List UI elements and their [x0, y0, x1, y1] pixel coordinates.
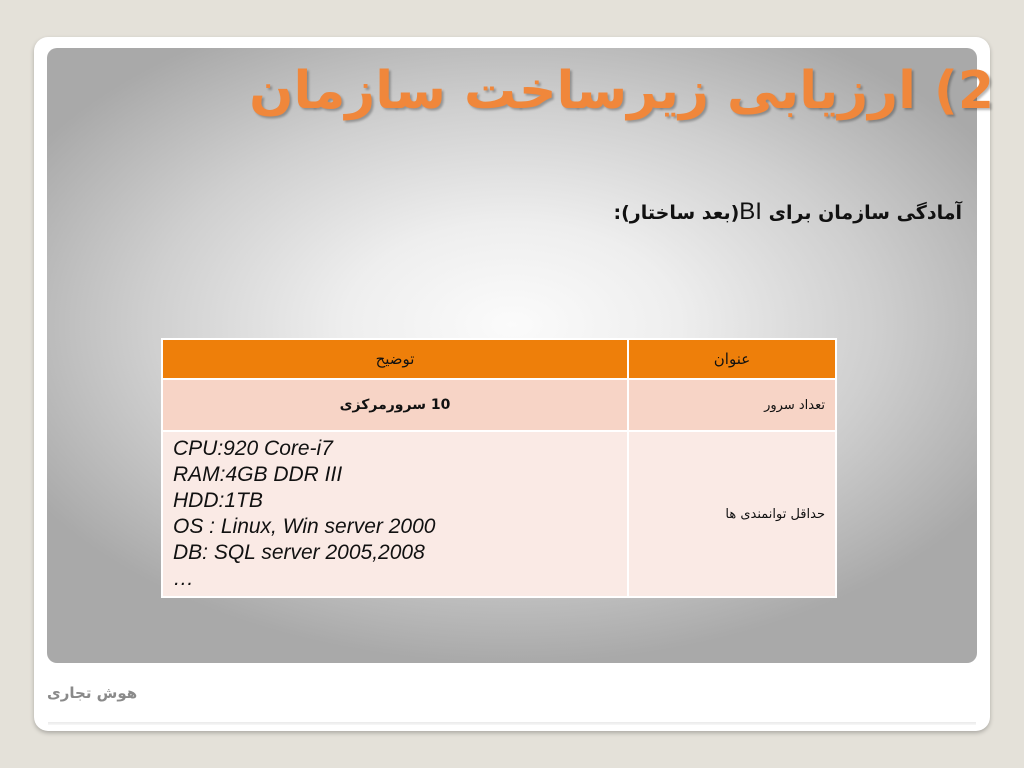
header-title: عنوان [628, 339, 836, 379]
subtitle-bi: BI [739, 198, 762, 225]
spec-hdd: HDD:1TB [173, 489, 263, 512]
spec-cpu: CPU:920 Core-i7 [173, 437, 333, 460]
slide-subtitle [614, 198, 962, 226]
table-row [162, 431, 836, 597]
header-description: توضیح [162, 339, 628, 379]
spec-ram: RAM:4GB DDR III [173, 463, 343, 486]
subtitle-prefix: آمادگی سازمان برای [761, 202, 962, 224]
spec-os: OS : Linux, Win server 2000 [173, 515, 436, 538]
row-description-servers: 10 سرورمرکزی [162, 379, 628, 431]
row-title-capabilities: حداقل توانمندی ها [628, 431, 836, 597]
subtitle-suffix: (بعد ساختار): [613, 202, 740, 224]
slide-title: 2) ارزیابی زیرساخت سازمان [249, 61, 994, 121]
table-header-row [162, 339, 836, 379]
infrastructure-table [161, 338, 837, 598]
row-title-servers: تعداد سرور [628, 379, 836, 431]
spec-db: DB: SQL server 2005,2008 [173, 541, 425, 564]
table-row [162, 379, 836, 431]
spec-ellipsis: … [173, 567, 194, 590]
row-specs-list [162, 431, 628, 597]
slide-footer: هوش تجاری [47, 684, 138, 702]
footer-divider [48, 722, 976, 725]
